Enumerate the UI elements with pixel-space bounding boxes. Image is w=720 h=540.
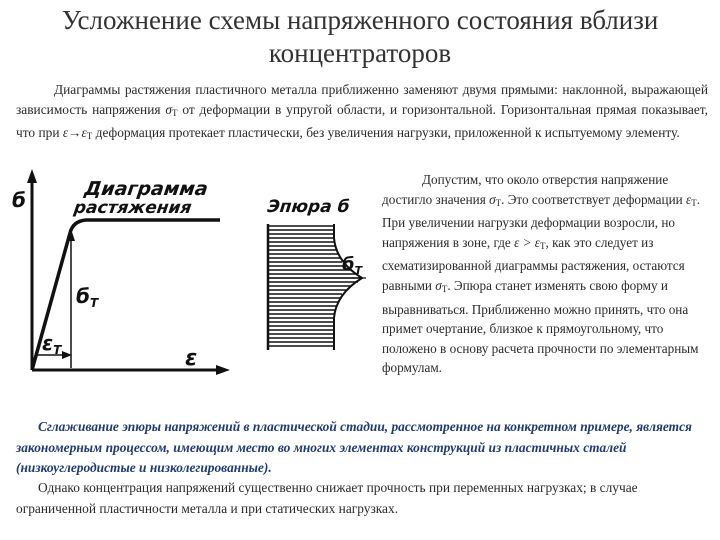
- diagram-heading-line1: Диаграмма: [83, 177, 210, 200]
- intro-symbol-1: σ: [165, 102, 172, 117]
- intro-subscript-1: T: [171, 108, 178, 118]
- epure-hatching: [268, 226, 362, 346]
- sigma-t-label: $б_T$: [76, 284, 99, 310]
- stress-epure-diagram: [262, 182, 377, 362]
- right-text-1: Допустим, что около отверстия напряжение достигло значения: [382, 172, 669, 207]
- italic-conclusion-paragraph: Сглаживание эпюры напряжений в пластической стадии, рассмотренное на конкретном примере, является закономерным процессом, имеющим место во многих элементах конструкций из пластичных сталей (низкоуглеродистые и низколегированные).: [16, 419, 692, 475]
- intro-text-2: от деформации в упругой области, и горизонтальной. Горизонтальная прямая показывает, что при: [16, 102, 708, 140]
- final-paragraph: Однако концентрация напряжений существенно снижает прочность при переменных нагрузках; в случае ограниченной пластичности металла и при статических нагрузках.: [16, 480, 638, 516]
- epure-curve: [334, 224, 362, 350]
- intro-paragraph: [16, 80, 708, 146]
- eps-t-label: $\varepsilon_T$: [42, 331, 62, 357]
- right-subscript-1: T: [495, 197, 502, 208]
- right-symbol-1: σ: [489, 191, 496, 207]
- intro-text-1: Диаграммы растяжения пластичного металла приближенно заменяют двумя прямыми: наклонной, выражающей зависимость напряжения: [16, 82, 708, 117]
- right-text-2: . Это соответствует деформации: [501, 191, 686, 207]
- tensile-diagram: [10, 165, 235, 385]
- right-text-5: . Эпюра станет изменять свою форму и выравниваться. Приближенно можно принять, что она примет очертание, близкое к прямоугольному, что положено в основу расчета прочности по элементарным формулам.: [382, 277, 699, 376]
- epure-heading: Эпюра б: [266, 197, 351, 217]
- intro-symbol-2: ε→ε: [62, 125, 87, 140]
- right-symbol-3: ε > ε: [514, 234, 540, 250]
- epure-sigma-t-label: $б_T$: [342, 254, 363, 277]
- intro-subscript-2: T: [86, 131, 93, 141]
- right-text-4: , как это следует из схематизированной диаграммы растяжения, остаются равными: [382, 234, 685, 293]
- diagram-y-arrow: [27, 169, 37, 183]
- right-symbol-4: σ: [435, 277, 442, 293]
- diagram-x-arrow: [216, 365, 230, 375]
- right-subscript-3: T: [539, 240, 546, 251]
- page-title: Усложнение схемы напряженного состояния вблизи концентраторов: [61, 5, 659, 68]
- right-subscript-2: T: [691, 197, 697, 208]
- right-subscript-4: T: [441, 283, 448, 294]
- intro-text-3: деформация протекает пластически, без увеличения нагрузки, приложенной к испытуемому элементу.: [92, 125, 680, 140]
- plastic-plateau-line: [70, 220, 220, 233]
- diagram-heading-line2: растяжения: [72, 198, 193, 218]
- y-axis-label: б: [12, 188, 26, 212]
- right-explanation-paragraph: [382, 170, 712, 378]
- x-axis-label: ε: [185, 346, 198, 371]
- right-symbol-2: ε: [686, 191, 692, 207]
- right-text-3: . При увеличении нагрузки деформации возросли, но напряжения в зоне, где: [382, 191, 700, 250]
